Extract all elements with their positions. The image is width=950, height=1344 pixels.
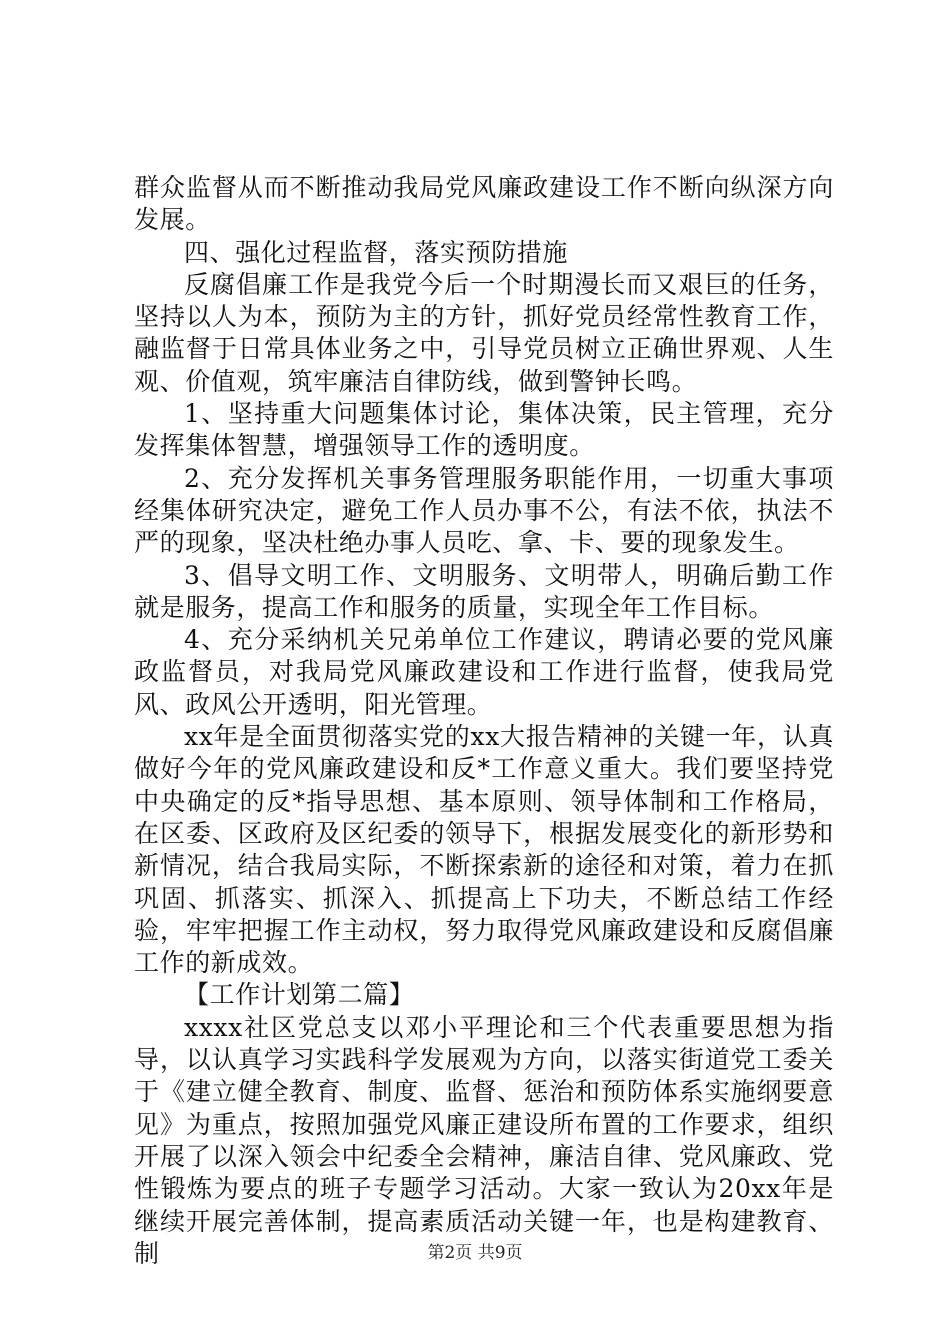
page-number-footer: 第2页 共9页	[427, 1243, 523, 1263]
paragraph-2: 反腐倡廉工作是我党今后一个时期漫长而又艰巨的任务，坚持以人为本，预防为主的方针，抓好党员经常性教育工作，融监督于日常具体业务之中，引导党员树立正确世界观、人生观、价值观，筑牢廉洁自律防线，做到警钟长鸣。	[134, 269, 834, 396]
document-body	[134, 172, 834, 1270]
list-item-4: 4、充分采纳机关兄弟单位工作建议，聘请必要的党风廉政监督员，对我局党风廉政建设和工作进行监督，使我局党风、政风公开透明，阳光管理。	[134, 625, 834, 719]
paragraph-1: 群众监督从而不断推动我局党风廉政建设工作不断向纵深方向发展。	[134, 173, 834, 235]
section-title-part-2: 【工作计划第二篇】	[184, 980, 415, 1010]
list-item-3: 3、倡导文明工作、文明服务、文明带人，明确后勤工作就是服务，提高工作和服务的质量，实现全年工作目标。	[134, 560, 834, 622]
paragraph-3: xx年是全面贯彻落实党的xx大报告精神的关键一年，认真做好今年的党风廉政建设和反*工作意义重大。我们要坚持党中央确定的反*指导思想、基本原则、领导体制和工作格局，在区委、区政府及区纪委的领导下，根据发展变化的新形势和新情况，结合我局实际，不断探索新的途径和对策，着力在抓巩固、抓落实、抓深入、抓提高上下功夫，不断总结工作经验，牢牢把握工作主动权，努力取得党风廉政建设和反腐倡廉工作的新成效。	[134, 722, 834, 978]
paragraph-4: xxxx社区党总支以邓小平理论和三个代表重要思想为指导，以认真学习实践科学发展观为方向，以落实街道党工委关于《建立健全教育、制度、监督、惩治和预防体系实施纲要意见》为重点，按照加强党风廉正建设所布置的工作要求，组织开展了以深入领会中纪委全会精神，廉洁自律、党风廉政、党性锻炼为要点的班子专题学习活动。大家一致认为20xx年是继续开展完善体制，提高素质活动关键一年，也是构建教育、制	[134, 1012, 834, 1268]
section-heading-4: 四、强化过程监督，落实预防措施	[184, 237, 569, 267]
list-item-1: 1、坚持重大问题集体讨论，集体决策，民主管理，充分发挥集体智慧，增强领导工作的透明度。	[134, 399, 834, 461]
list-item-2: 2、充分发挥机关事务管理服务职能作用，一切重大事项经集体研究决定，避免工作人员办事不公，有法不依，执法不严的现象，坚决杜绝办事人员吃、拿、卡、要的现象发生。	[134, 463, 834, 558]
